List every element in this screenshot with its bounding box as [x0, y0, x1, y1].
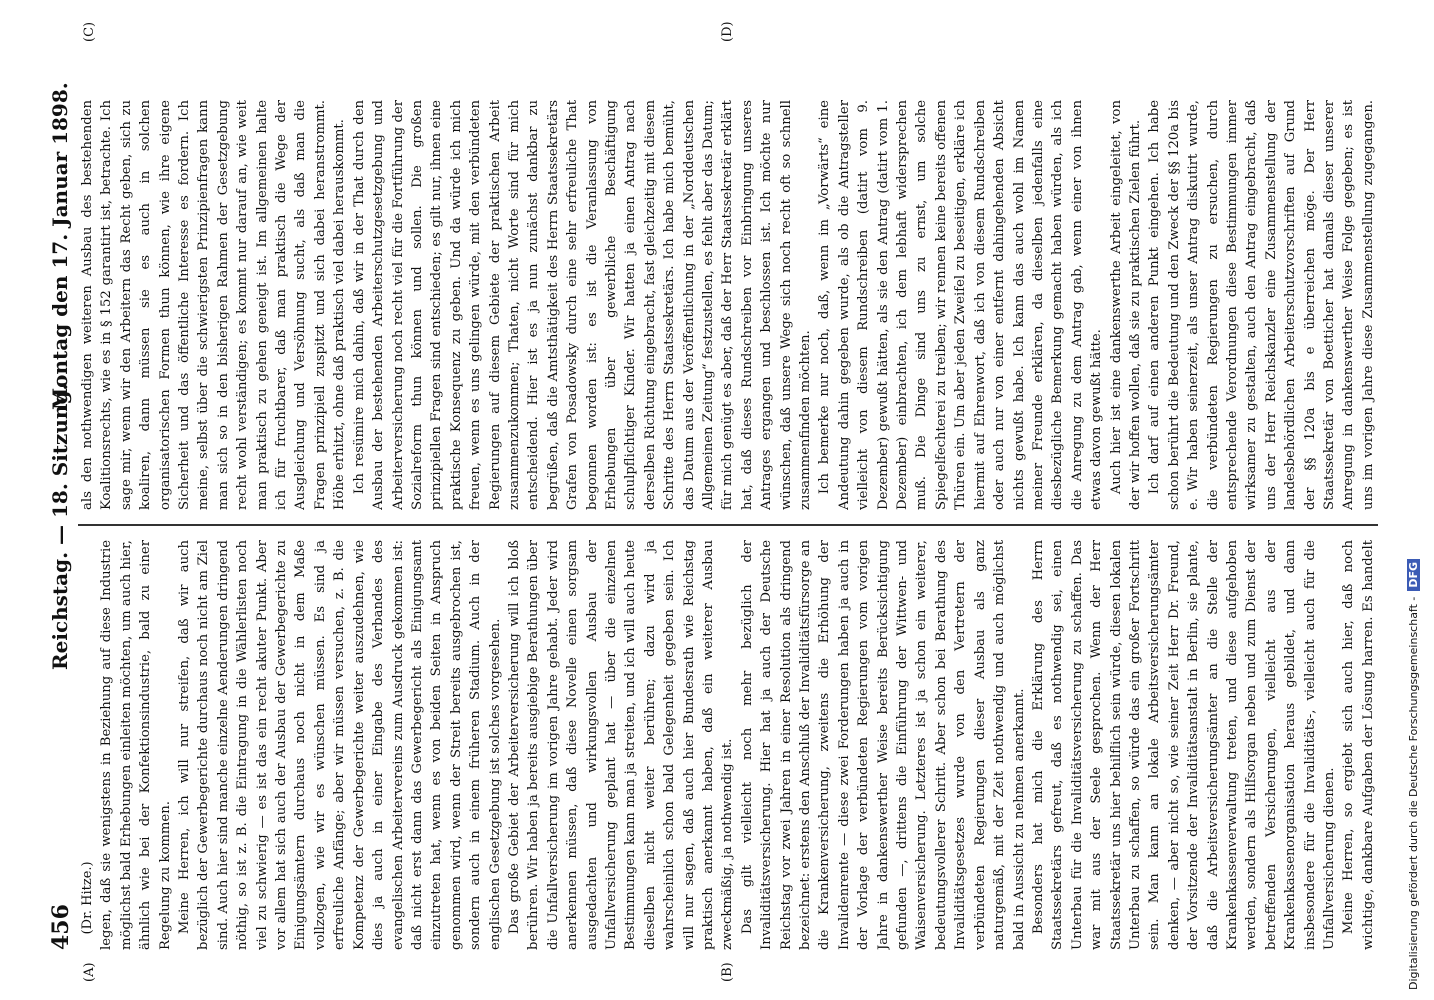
paragraph: Auch hier ist eine dankenswerthe Arbeit eingeleitet, von der wir hoffen wollen, daß sie zu praktischen Zielen führt.	[1108, 100, 1143, 510]
speaker-label: (Dr. Hitze.)	[80, 861, 95, 935]
paragraph: Besonders hat mich die Erklärung des Herrn Staatssekretärs gefreut, daß es nothwendig sei, einen Unterbau für die Invaliditätsversicherung zu schaffen. Das war mit aus der Seele gesprochen. Wenn der Herr Staatssekretär uns hier behilflich sein würde, diesen lokalen Unterbau zu schaffen, so würde das ein großer Fortschritt sein. Man kann an lokale Arbeitsversicherungsämter denken, — aber nicht so, wie seiner Zeit Herr Dr. Freund, der Vorsitzende der Invaliditätsanstalt in Berlin, sie plante, daß die Arbeitsversicherungsämter an die Stelle der Krankenkassenverwaltung treten, und diese aufgehoben werden, sondern als Hilfsorgan neben und zum Dienst der betreffenden Versicherungen, vielleicht aus der Krankenkassenorganisation heraus gebildet, und dann insbesondere für die Invaliditäts-, vielleicht auch für die Unfallversicherung dienen.	[1030, 540, 1337, 950]
margin-letter-a: (A)	[82, 962, 97, 982]
paragraph: Ich darf auf einen anderen Punkt eingehen. Ich habe schon berührt die Bedeutung und den Zweck der §§ 120a bis e. Wir haben seinerzeit, als unser Antrag diskutirt wurde, die verbündeten Regierungen zu ersuchen, durch entsprechende Verordnungen diese Bestimmungen immer wirksamer zu gestalten, auch den Antrag eingebracht, daß uns der Herr Reichskanzler eine Zusammenstellung der landesbehördlichen Arbeiterschutzvorschriften auf Grund der §§ 120a bis e überreichen möge. Der Herr Staatssekretär von Boetticher hat damals dieser unserer Anregung in dankenswerther Weise Folge gegeben; es ist uns im vorigen Jahre diese Zusammenstellung zugegangen.	[1147, 100, 1376, 510]
margin-letter-b: (B)	[720, 962, 735, 982]
column-divider	[78, 524, 1378, 526]
credit-text: Digitalisierung gefördert durch die Deutsche Forschungsgemeinschaft -	[1407, 596, 1420, 990]
header-session-title: Reichstag. — 18. Sitzung.	[48, 383, 72, 670]
paragraph: Ich bemerke nur noch, daß, wenn im „Vorwärts“ eine Andeutung dahin gegeben wurde, als ob die Antragsteller vielleicht von diesem Rundschreiben (datirt vom 9. Dezember) gewußt hätten, als sie den Antrag (datirt vom 1. Dezember) einbrachten, ich dem lebhaft widersprechen muß. Die Dinge sind uns zu ernst, um solche Spiegelfechterei zu treiben; wir rennen keine bereits offenen Thüren ein. Um aber jeden Zweifel zu beseitigen, erkläre ich hiermit auf Ehrenwort, daß ich von diesem Rundschreiben oder auch nur von einer entfernt dahingehenden Absicht nichts gewußt habe. Ich kann das auch wohl im Namen meiner Freunde erklären, da dieselben jedenfalls eine diesbezügliche Bemerkung gemacht haben würden, als ich die Anregung zu dem Antrag gab, wenn einer von ihnen etwas davon gewußt hätte.	[817, 100, 1105, 510]
paragraph: Das gilt vielleicht noch mehr bezüglich der Invaliditätsversicherung. Hier hat ja auch der Deutsche Reichstag vor zwei Jahren in einer Resolution als dringend bezeichnet: erstens den Anschluß der Invaliditätsfürsorge an die Krankenversicherung, zweitens die Erhöhung der Invalidenrente — diese zwei Forderungen haben ja auch in der Vorlage der verbündeten Regierungen vom vorigen Jahre in dankenswerther Weise bereits Berücksichtigung gefunden —, drittens die Einführung der Wittwen- und Waisenversicherung. Letzteres ist ja schon ein weiterer, bedeutungsvollerer Schritt. Aber schon bei Berathung des Invaliditätsgesetzes wurde von den Vertretern der verbündeten Regierungen dieser Ausbau als ganz naturgemäß, mit der Zeit nothwendig und auch möglichst bald in Aussicht zu nehmen anerkannt.	[739, 540, 1027, 950]
paragraph: Ich resümire mich dahin, daß wir in der That durch den Ausbau der bestehenden Arbeiterschutzgesetzgebung und Arbeiterversicherung noch recht viel für die Fortführung der Sozialreform thun können und sollen. Die großen prinzipiellen Fragen sind entschieden; es gilt nur, ihnen eine praktische Konsequenz zu geben. Und da würde ich mich freuen, wenn es uns gelingen würde, mit den verbündeten Regierungen auf diesem Gebiete der praktischen Arbeit zusammenzukommen; Thaten, nicht Worte sind für mich entscheidend. Hier ist es ja nun zunächst dankbar zu begrüßen, daß die Amtsthätigkeit des Herrn Staatssekretärs Grafen von Posadowsky durch eine sehr erfreuliche That begonnen worden ist: es ist die Veranlassung von Erhebungen über gewerbliche Beschäftigung schulpflichtiger Kinder. Wir hatten ja einen Antrag nach derselben Richtung eingebracht, fast gleichzeitig mit diesem Schritte des Herrn Staatssekretärs. Ich habe mich bemüht, das Datum aus der Veröffentlichung in der „Norddeutschen Allgemeinen Zeitung“ festzustellen, es fehlt aber das Datum; für mich genügt es aber, daß der Herr Staatssekretär erklärt hat, daß dieses Rundschreiben vor Einbringung unseres Antrages ergangen und beschlossen ist. Ich möchte nur wünschen, daß unsere Wege sich noch recht oft so schnell zusammenfinden möchten.	[351, 100, 814, 510]
paragraph: als den nothwendigen weiteren Ausbau des bestehenden Koalitionsrechts, wie es in § 152 garantirt ist, betrachte. Ich sage mir, wenn wir den Arbeitern das Recht geben, sich zu koaliren, dann müssen sie es auch in solchen organisatorischen Formen thun können, wie ihre eigene Sicherheit und das öffentliche Interesse es fordern. Ich meine, selbst über die schwierigsten Prinzipienfragen kann man sich so in den bisherigen Rahmen der Gesetzgebung recht wohl verständigen; es kommt nur darauf an, wie weit man praktisch zu gehen geneigt ist. Im allgemeinen halte ich für fruchtbarer, daß man praktisch die Wege der Ausgleichung und Versöhnung sucht, als daß man die Fragen prinzipiell zuspitzt und sich dabei heranstrommt. Höhe erhitzt, ohne daß praktisch viel dabei herauskommt.	[80, 100, 348, 510]
dfg-logo: DFG	[1407, 559, 1420, 591]
page-number: 456	[48, 904, 74, 950]
paragraph: Meine Herren, ich will nur streifen, daß wir auch bezüglich der Gewerbegerichte durchaus noch nicht am Ziel sind. Auch hier sind manche einzelne Aenderungen dringend nöthig, so ist z. B. die Eintragung in die Wählerlisten noch viel zu schwierig — es ist das ein recht akuter Punkt. Aber vor allem hat sich auch der Ausbau der Gewerbegerichte zu Einigungsämtern durchaus noch nicht in dem Maße vollzogen, wie wir es wünschen müssen. Es sind ja erfreuliche Anfänge; aber wir müssen versuchen, z. B. die Kompetenz der Gewerbegerichte weiter auszudehnen, wie dies ja auch in einer Eingabe des Verbandes des evangelischen Arbeitervereins zum Ausdruck gekommen ist: daß nicht erst dann das Gewerbegericht als Einigungsamt einzutreten hat, wenn es von beiden Seiten in Anspruch genommen wird, wenn der Streit bereits ausgebrochen ist, sondern auch in einem früheren Stadium. Auch in der englischen Gesetzgebung ist solches vorgesehen.	[177, 540, 503, 950]
paragraph: Das große Gebiet der Arbeiterversicherung will ich bloß berühren. Wir haben ja bereits ausgiebige Berathungen über die Unfallversicherung im vorigen Jahre gehabt. Jeder wird anerkennen müssen, daß diese Novelle einen sorgsam ausgedachten und wirkungsvollen Ausbau der Unfallversicherung geplant hat — über die einzelnen Bestimmungen kann man ja streiten, und ich will auch heute dieselben nicht weiter berühren; dazu wird ja wahrscheinlich schon bald Gelegenheit gegeben sein. Ich will nur sagen, daß auch hier Bundesrath wie Reichstag praktisch anerkannt haben, daß ein weiterer Ausbau zweckmäßig, ja nothwendig ist.	[506, 540, 736, 950]
digitization-credit	[1407, 10, 1425, 990]
paragraph: Meine Herren, so ergiebt sich auch hier, daß noch wichtige, dankbare Aufgaben der Lösung harren. Es handelt	[1341, 540, 1376, 950]
margin-letter-d: (D)	[720, 21, 735, 42]
paragraph: legen, daß sie wenigstens in Beziehung auf diese Industrie möglichst bald Erhebungen einleiten möchten, um auch hier, ähnlich wie bei der Konfektionsindustrie, bald zu einer Regelung zu kommen.	[99, 540, 173, 950]
header-date: Montag den 17. Januar 1898.	[48, 82, 72, 410]
margin-letter-c: (C)	[82, 21, 97, 42]
left-text-column	[78, 540, 1378, 950]
right-text-column	[78, 100, 1378, 510]
page-header	[48, 50, 78, 950]
